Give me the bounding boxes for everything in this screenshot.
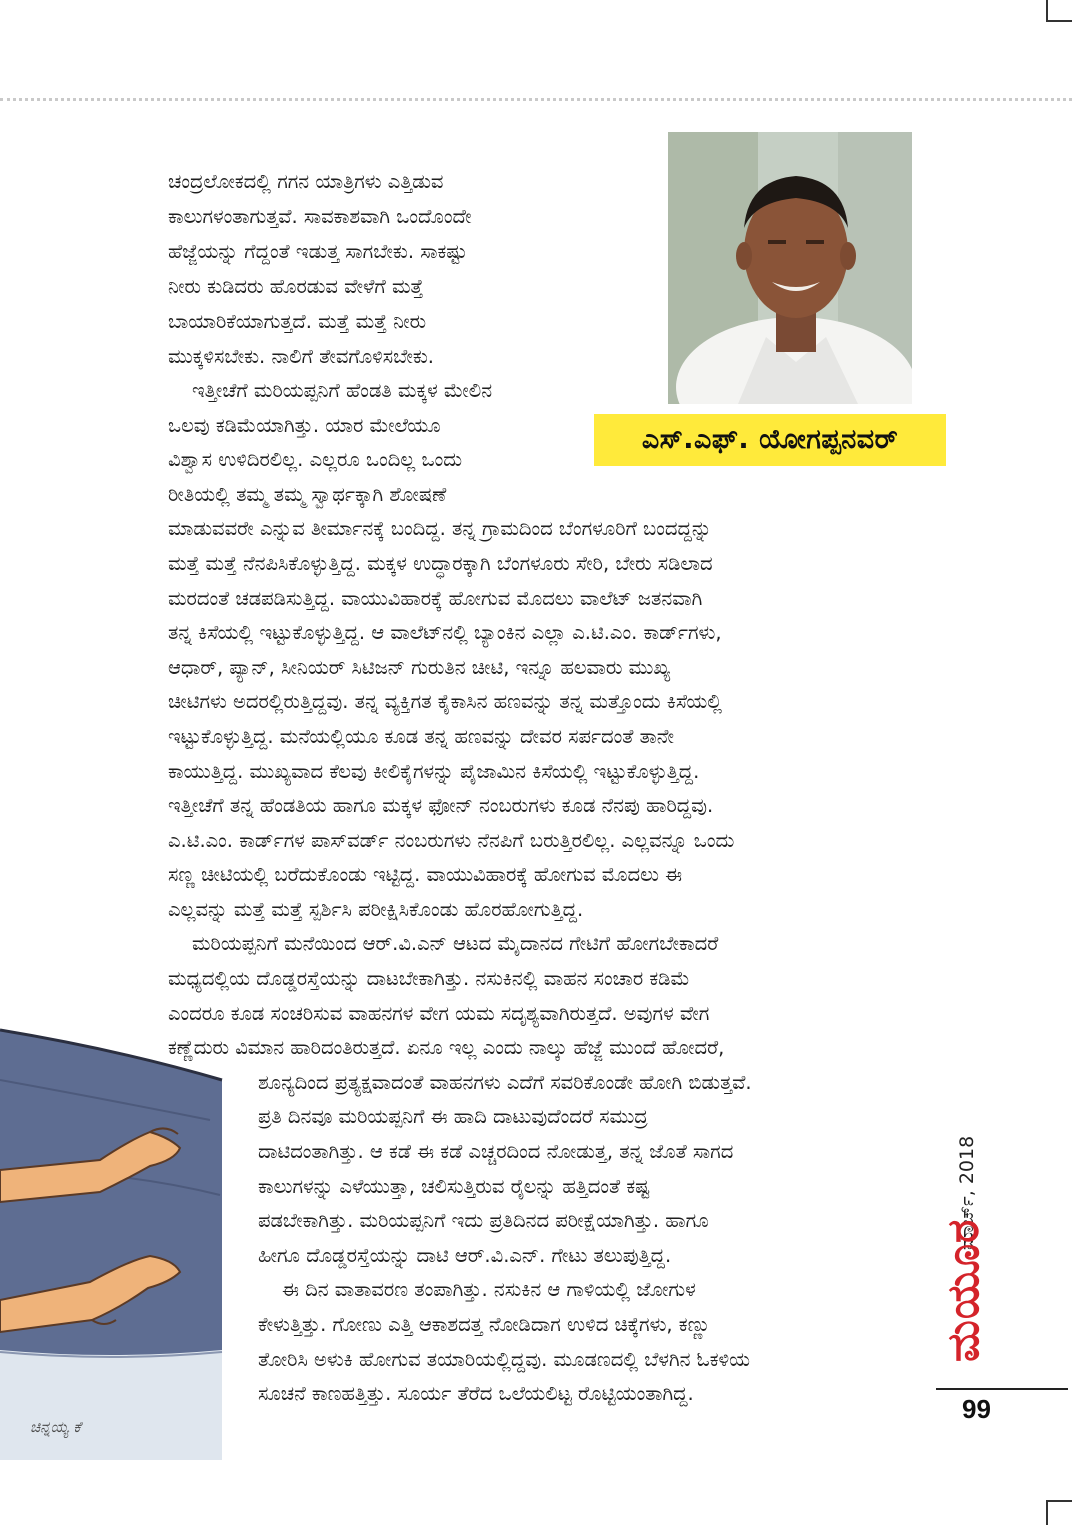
illustrator-signature: ಚಿನ್ನಯ್ಯ ಕೆ: [30, 1418, 81, 1436]
article-line: ಮಧ್ಯದಲ್ಲಿಯ ದೊಡ್ಡರಸ್ತೆಯನ್ನು ದಾಟಬೇಕಾಗಿತ್ತು. ನಸುಕಿನಲ್ಲಿ ವಾಹನ ಸಂಚಾರ ಕಡಿಮೆ: [168, 967, 690, 990]
crop-mark-top-right-h: [1046, 20, 1072, 22]
article-line: ಹೆಜ್ಜೆಯನ್ನು ಗೆದ್ದಂತೆ ಇಡುತ್ತ ಸಾಗಬೇಕು. ಸಾಕಷ್ಟು: [168, 240, 468, 263]
article-line: ಕಾಲುಗಳಂತಾಗುತ್ತವೆ. ಸಾವಕಾಶವಾಗಿ ಒಂದೊಂದೇ: [168, 205, 472, 228]
author-photo: [668, 132, 912, 404]
article-line: ಕಾಲುಗಳನ್ನು ಎಳೆಯುತ್ತಾ, ಚಲಿಸುತ್ತಿರುವ ರೈಲನ್ನು ಹತ್ತಿದಂತೆ ಕಷ್ಟ: [258, 1175, 650, 1198]
article-line: ಬಾಯಾರಿಕೆಯಾಗುತ್ತದೆ. ಮತ್ತೆ ಮತ್ತೆ ನೀರು: [168, 310, 427, 333]
author-name: ಎಸ್.ಎಫ್. ಯೋಗಪ್ಪನವರ್: [641, 424, 899, 455]
article-line: ಪಡಬೇಕಾಗಿತ್ತು. ಮರಿಯಪ್ಪನಿಗೆ ಇದು ಪ್ರತಿದಿನದ ಪರೀಕ್ಷೆಯಾಗಿತ್ತು. ಹಾಗೂ: [258, 1209, 709, 1232]
article-line: ಮರಿಯಪ್ಪನಿಗೆ ಮನೆಯಿಂದ ಆರ್.ವಿ.ಎನ್ ಆಟದ ಮೈದಾನದ ಗೇಟಿಗೆ ಹೋಗಬೇಕಾದರೆ: [192, 932, 719, 955]
article-line: ಮುಕ್ಕಳಿಸಬೇಕು. ನಾಲಿಗೆ ತೇವಗೊಳಿಸಬೇಕು.: [168, 345, 435, 368]
article-line: ಮತ್ತೆ ಮತ್ತೆ ನೆನಪಿಸಿಕೊಳ್ಳುತ್ತಿದ್ದ. ಮಕ್ಕಳ ಉದ್ಧಾರಕ್ಕಾಗಿ ಬೆಂಗಳೂರು ಸೇರಿ, ಬೇರು ಸಡಿಲಾದ: [168, 552, 713, 575]
article-line: ಮರದಂತೆ ಚಡಪಡಿಸುತ್ತಿದ್ದ. ವಾಯುವಿಹಾರಕ್ಕೆ ಹೋಗುವ ಮೊದಲು ವಾಲೆಟ್ ಜತನವಾಗಿ: [168, 587, 703, 610]
article-line: ಒಲವು ಕಡಿಮೆಯಾಗಿತ್ತು. ಯಾರ ಮೇಲೆಯೂ: [168, 414, 441, 437]
article-line: ಎಲ್ಲವನ್ನು ಮತ್ತೆ ಮತ್ತೆ ಸ್ಪರ್ಶಿಸಿ ಪರೀಕ್ಷಿಸಿಕೊಂಡು ಹೊರಹೋಗುತ್ತಿದ್ದ.: [168, 898, 584, 921]
article-line: ತನ್ನ ಕಿಸೆಯಲ್ಲಿ ಇಟ್ಟುಕೊಳ್ಳುತ್ತಿದ್ದ. ಆ ವಾಲೆಟ್‌ನಲ್ಲಿ ಬ್ಯಾಂಕಿನ ಎಲ್ಲಾ ಎ.ಟಿ.ಎಂ. ಕಾರ್ಡ್‌ಗಳು,: [168, 621, 722, 644]
article-line: ಚೀಟಿಗಳು ಅದರಲ್ಲಿರುತ್ತಿದ್ದವು. ತನ್ನ ವ್ಯಕ್ತಿಗತ ಕೈಕಾಸಿನ ಹಣವನ್ನು ತನ್ನ ಮತ್ತೊಂದು ಕಿಸೆಯಲ್ಲಿ: [168, 690, 723, 713]
article-line: ಎ.ಟಿ.ಎಂ. ಕಾರ್ಡ್‌ಗಳ ಪಾಸ್‌ವರ್ಡ್ ನಂಬರುಗಳು ನೆನಪಿಗೆ ಬರುತ್ತಿರಲಿಲ್ಲ. ಎಲ್ಲವನ್ನೂ ಒಂದು: [168, 829, 735, 852]
article-line: ಶೂನ್ಯದಿಂದ ಪ್ರತ್ಯಕ್ಷವಾದಂತೆ ವಾಹನಗಳು ಎದೆಗೆ ಸವರಿಕೊಂಡೇ ಹೋಗಿ ಬಿಡುತ್ತವೆ.: [258, 1071, 752, 1094]
article-line: ನೀರು ಕುಡಿದರು ಹೊರಡುವ ವೇಳೆಗೆ ಮತ್ತೆ: [168, 275, 424, 298]
article-line: ತೋರಿಸಿ ಅಳುಕಿ ಹೋಗುವ ತಯಾರಿಯಲ್ಲಿದ್ದವು. ಮೂಡಣದಲ್ಲಿ ಬೆಳಗಿನ ಓಕಳಿಯ: [258, 1348, 751, 1371]
crop-mark-top-right: [1046, 0, 1048, 22]
article-line: ರೀತಿಯಲ್ಲಿ ತಮ್ಮ ತಮ್ಮ ಸ್ವಾರ್ಥಕ್ಕಾಗಿ ಶೋಷಣೆ: [168, 483, 447, 506]
article-line: ದಾಟಿದಂತಾಗಿತ್ತು. ಆ ಕಡೆ ಈ ಕಡೆ ಎಚ್ಚರದಿಂದ ನೋಡುತ್ತ, ತನ್ನ ಜೊತೆ ಸಾಗದ: [258, 1140, 734, 1163]
article-line: ಇಟ್ಟುಕೊಳ್ಳುತ್ತಿದ್ದ. ಮನೆಯಲ್ಲಿಯೂ ಕೂಡ ತನ್ನ ಹಣವನ್ನು ದೇವರ ಸರ್ಪದಂತೆ ತಾನೇ: [168, 725, 675, 748]
article-line: ವಿಶ್ವಾಸ ಉಳಿದಿರಲಿಲ್ಲ. ಎಲ್ಲರೂ ಒಂದಿಲ್ಲ ಒಂದು: [168, 448, 463, 471]
crop-mark-bottom-right: [1046, 1500, 1048, 1525]
article-line: ಆಧಾರ್, ಪ್ಯಾನ್, ಸೀನಿಯರ್ ಸಿಟಿಜನ್ ಗುರುತಿನ ಚೀಟಿ, ಇನ್ನೂ ಹಲವಾರು ಮುಖ್ಯ: [168, 656, 671, 679]
article-line: ಸೂಚನೆ ಕಾಣಹತ್ತಿತ್ತು. ಸೂರ್ಯ ತೆರೆದ ಒಲೆಯಲಿಟ್ಟ ರೊಟ್ಟಿಯಂತಾಗಿದ್ದ.: [258, 1382, 694, 1405]
article-line: ಚಂದ್ರಲೋಕದಲ್ಲಿ ಗಗನ ಯಾತ್ರಿಗಳು ಎತ್ತಿಡುವ: [168, 170, 444, 193]
page-number: 99: [962, 1394, 991, 1424]
dotted-divider: [0, 98, 1072, 101]
page-number-rule: [936, 1388, 1068, 1390]
article-line: ಹೀಗೂ ದೊಡ್ಡರಸ್ತೆಯನ್ನು ದಾಟಿ ಆರ್.ವಿ.ಎನ್. ಗೇಟು ತಲುಪುತ್ತಿದ್ದ.: [258, 1244, 672, 1267]
story-illustration: [0, 1020, 232, 1460]
article-line: ಎಂದರೂ ಕೂಡ ಸಂಚರಿಸುವ ವಾಹನಗಳ ವೇಗ ಯಮ ಸದೃಶ್ಯವಾಗಿರುತ್ತದೆ. ಅವುಗಳ ವೇಗ: [168, 1002, 710, 1025]
article-line: ಕೇಳುತ್ತಿತ್ತು. ಗೋಣು ಎತ್ತಿ ಆಕಾಶದತ್ತ ನೋಡಿದಾಗ ಉಳಿದ ಚಿಕ್ಕೆಗಳು, ಕಣ್ಣು: [258, 1313, 711, 1336]
crop-mark-bottom-right-h: [1046, 1500, 1072, 1502]
magazine-logo: ಮಯೂರ: [938, 1218, 989, 1362]
article-line: ಪ್ರತಿ ದಿನವೂ ಮರಿಯಪ್ಪನಿಗೆ ಈ ಹಾದಿ ದಾಟುವುದೆಂದರೆ ಸಮುದ್ರ: [258, 1105, 648, 1128]
article-line: ಇತ್ತೀಚೆಗೆ ತನ್ನ ಹೆಂಡತಿಯ ಹಾಗೂ ಮಕ್ಕಳ ಫೋನ್ ನಂಬರುಗಳು ಕೂಡ ನೆನಪು ಹಾರಿದ್ದವು.: [168, 794, 714, 817]
article-line: ಇತ್ತೀಚೆಗೆ ಮರಿಯಪ್ಪನಿಗೆ ಹೆಂಡತಿ ಮಕ್ಕಳ ಮೇಲಿನ: [192, 379, 493, 402]
article-line: ಕಣ್ಣೆದುರು ವಿಮಾನ ಹಾರಿದಂತಿರುತ್ತದೆ. ಏನೂ ಇಲ್ಲ ಎಂದು ನಾಲ್ಕು ಹೆಜ್ಜೆ ಮುಂದೆ ಹೋದರೆ,: [168, 1036, 725, 1059]
article-line: ಕಾಯುತ್ತಿದ್ದ. ಮುಖ್ಯವಾದ ಕೆಲವು ಕೀಲಿಕೈಗಳನ್ನು ಪೈಜಾಮಿನ ಕಿಸೆಯಲ್ಲಿ ಇಟ್ಟುಕೊಳ್ಳುತ್ತಿದ್ದ.: [168, 760, 700, 783]
article-line: ಮಾಡುವವರೇ ಎನ್ನುವ ತೀರ್ಮಾನಕ್ಕೆ ಬಂದಿದ್ದ. ತನ್ನ ಗ್ರಾಮದಿಂದ ಬೆಂಗಳೂರಿಗೆ ಬಂದದ್ದನ್ನು: [168, 517, 712, 540]
author-name-banner: [594, 414, 946, 466]
article-line: ಸಣ್ಣ ಚೀಟಿಯಲ್ಲಿ ಬರೆದುಕೊಂಡು ಇಟ್ಟಿದ್ದ. ವಾಯುವಿಹಾರಕ್ಕೆ ಹೋಗುವ ಮೊದಲು ಈ: [168, 863, 683, 886]
article-line: ಈ ದಿನ ವಾತಾವರಣ ತಂಪಾಗಿತ್ತು. ನಸುಕಿನ ಆ ಗಾಳಿಯಲ್ಲಿ ಜೋಗುಳ: [282, 1278, 696, 1301]
